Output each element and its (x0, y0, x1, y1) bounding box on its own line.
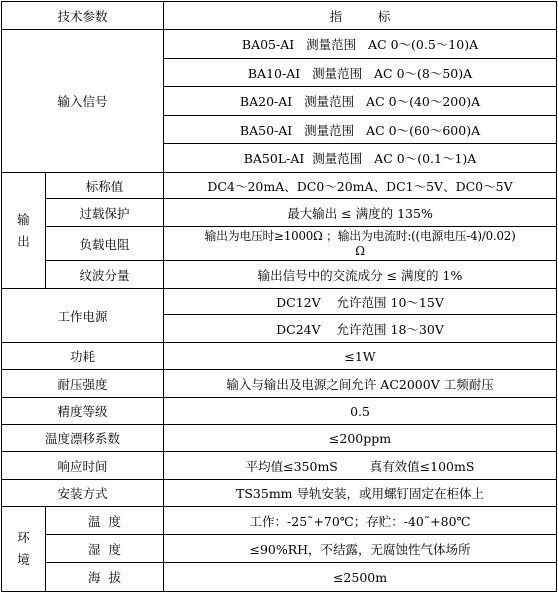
table-row (2, 261, 557, 289)
output-ripple-label: 纹波分量 (46, 261, 164, 289)
power-dc12: DC12V 允许范围 10～15V (164, 289, 557, 315)
env-temperature-label: 温 度 (46, 507, 164, 535)
input-range-4: BA50-AI 测量范围 AC 0～(60～600)A (164, 116, 557, 144)
input-range-2: BA10-AI 测量范围 AC 0～(8～50)A (164, 59, 557, 87)
consumption-label: 功耗 (2, 343, 164, 370)
table-row (2, 343, 557, 370)
table-row (2, 199, 557, 227)
table-row (2, 289, 557, 315)
power-dc24: DC24V 允许范围 18～30V (164, 315, 557, 343)
table-row (2, 173, 557, 199)
output-ripple-value: 输出信号中的交流成分 ≤ 满度的 1% (164, 261, 557, 289)
output-nominal-value: DC4～20mA、DC0～20mA、DC1～5V、DC0～5V (164, 173, 557, 199)
header-row (2, 2, 557, 30)
table-row (2, 30, 557, 59)
env-humidity-label: 湿 度 (46, 535, 164, 563)
table-row (2, 535, 557, 563)
input-range-1: BA05-AI 测量范围 AC 0～(0.5～10)A (164, 30, 557, 59)
output-overload-value: 最大输出 ≤ 满度的 135% (164, 199, 557, 227)
withstand-value: 输入与输出及电源之间允许 AC2000V 工频耐压 (164, 370, 557, 398)
output-nominal-label: 标称值 (46, 173, 164, 199)
drift-label: 温度漂移系数 (2, 425, 164, 452)
header-param: 技术参数 (2, 2, 164, 30)
table-row (2, 452, 557, 480)
table-row (2, 563, 557, 592)
env-altitude-value: ≤2500m (164, 563, 557, 592)
environment-label: 环 境 (2, 507, 46, 592)
install-value: TS35mm 导轨安装，或用螺钉固定在柜体上 (164, 480, 557, 507)
env-humidity-value: ≤90%RH，不结露，无腐蚀性气体场所 (164, 535, 557, 563)
accuracy-value: 0.5 (164, 398, 557, 425)
table-row (2, 480, 557, 507)
accuracy-label: 精度等级 (2, 398, 164, 425)
env-temperature-value: 工作：-25˜+70℃；存贮：-40˜+80℃ (164, 507, 557, 535)
env-altitude-label: 海 拔 (46, 563, 164, 592)
output-load-label: 负载电阻 (46, 227, 164, 261)
header-spec: 指 标 (164, 2, 557, 30)
input-range-3: BA20-AI 测量范围 AC 0～(40～200)A (164, 87, 557, 116)
input-label: 输入信号 (2, 30, 164, 173)
power-label: 工作电源 (2, 289, 164, 343)
table-row (2, 398, 557, 425)
table-row (2, 227, 557, 261)
withstand-label: 耐压强度 (2, 370, 164, 398)
table-row (2, 370, 557, 398)
response-label: 响应时间 (2, 452, 164, 480)
drift-value: ≤200ppm (164, 425, 557, 452)
response-value: 平均值≤350mS 真有效值≤100mS (164, 452, 557, 480)
output-load-value: 输出为电压时≥1000Ω ；输出为电流时:((电源电压-4)/0.02) Ω (164, 227, 557, 261)
install-label: 安装方式 (2, 480, 164, 507)
output-overload-label: 过载保护 (46, 199, 164, 227)
table-row (2, 425, 557, 452)
consumption-value: ≤1W (164, 343, 557, 370)
input-range-5: BA50L-AI 测量范围 AC 0～(0.1～1)A (164, 144, 557, 173)
table-row (2, 507, 557, 535)
output-label: 输 出 (2, 173, 46, 289)
spec-table (1, 1, 557, 592)
